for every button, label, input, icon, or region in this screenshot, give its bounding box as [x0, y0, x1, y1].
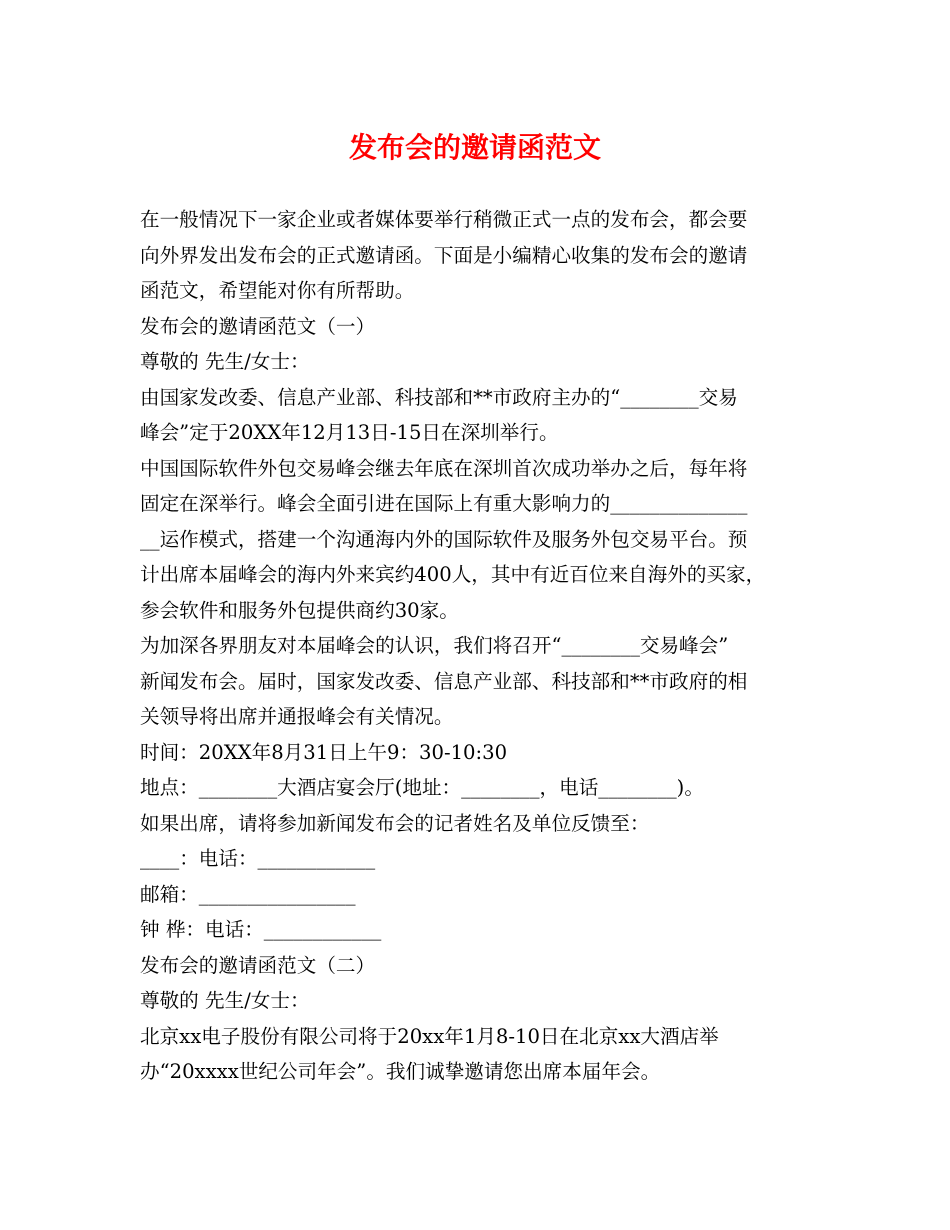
event-time: 时间：20XX年8月31日上午9：30-10:30	[140, 740, 508, 764]
body-line: 如果出席，请将参加新闻发布会的记者姓名及单位反馈至：	[140, 811, 650, 835]
section-heading-one: 发布会的邀请函范文（一）	[140, 314, 376, 338]
body-line: 固定在深举行。峰会全面引进在国际上有重大影响力的______________	[140, 492, 748, 515]
body-line: 峰会”定于20XX年12月13日-15日在深圳举行。	[140, 421, 559, 444]
body-line: 为加深各界朋友对本届峰会的认识，我们将召开“________交易峰会”	[140, 634, 729, 657]
contact-email: 邮箱：________________	[140, 882, 356, 906]
salutation: 尊敬的 先生/女士：	[140, 989, 310, 1012]
body-line: 计出席本届峰会的海内外来宾约400人，其中有近百位来自海外的买家，	[140, 563, 766, 586]
body-line: 参会软件和服务外包提供商约30家。	[140, 598, 459, 622]
body-line: 由国家发改委、信息产业部、科技部和**市政府主办的“________交易	[140, 385, 738, 409]
body-line: __运作模式，搭建一个沟通海内外的国际软件及服务外包交易平台。预	[140, 527, 748, 551]
contact-phone: ____：电话：____________	[140, 847, 376, 870]
section-heading-two: 发布会的邀请函范文（二）	[140, 953, 376, 977]
contact-phone: 钟 桦：电话：____________	[140, 918, 382, 941]
salutation: 尊敬的 先生/女士：	[140, 350, 310, 373]
body-line: 北京xx电子股份有限公司将于20xx年1月8-10日在北京xx大酒店举	[140, 1024, 719, 1048]
document-body	[140, 202, 820, 1090]
event-location: 地点：________大酒店宴会厅(地址：________，电话________)。	[140, 776, 704, 799]
body-line: 函范文，希望能对你有所帮助。	[140, 279, 415, 302]
body-line: 新闻发布会。届时，国家发改委、信息产业部、科技部和**市政府的相	[140, 669, 748, 693]
body-line: 在一般情况下一家企业或者媒体要举行稍微正式一点的发布会，都会要	[140, 208, 748, 231]
document-title: 发布会的邀请函范文	[348, 131, 601, 164]
body-line: 向外界发出发布会的正式邀请函。下面是小编精心收集的发布会的邀请	[140, 243, 748, 267]
body-line: 中国国际软件外包交易峰会继去年底在深圳首次成功举办之后，每年将	[140, 456, 748, 480]
body-line: 办“20xxxx世纪公司年会”。我们诚挚邀请您出席本届年会。	[140, 1060, 661, 1083]
body-line: 关领导将出席并通报峰会有关情况。	[140, 705, 454, 728]
